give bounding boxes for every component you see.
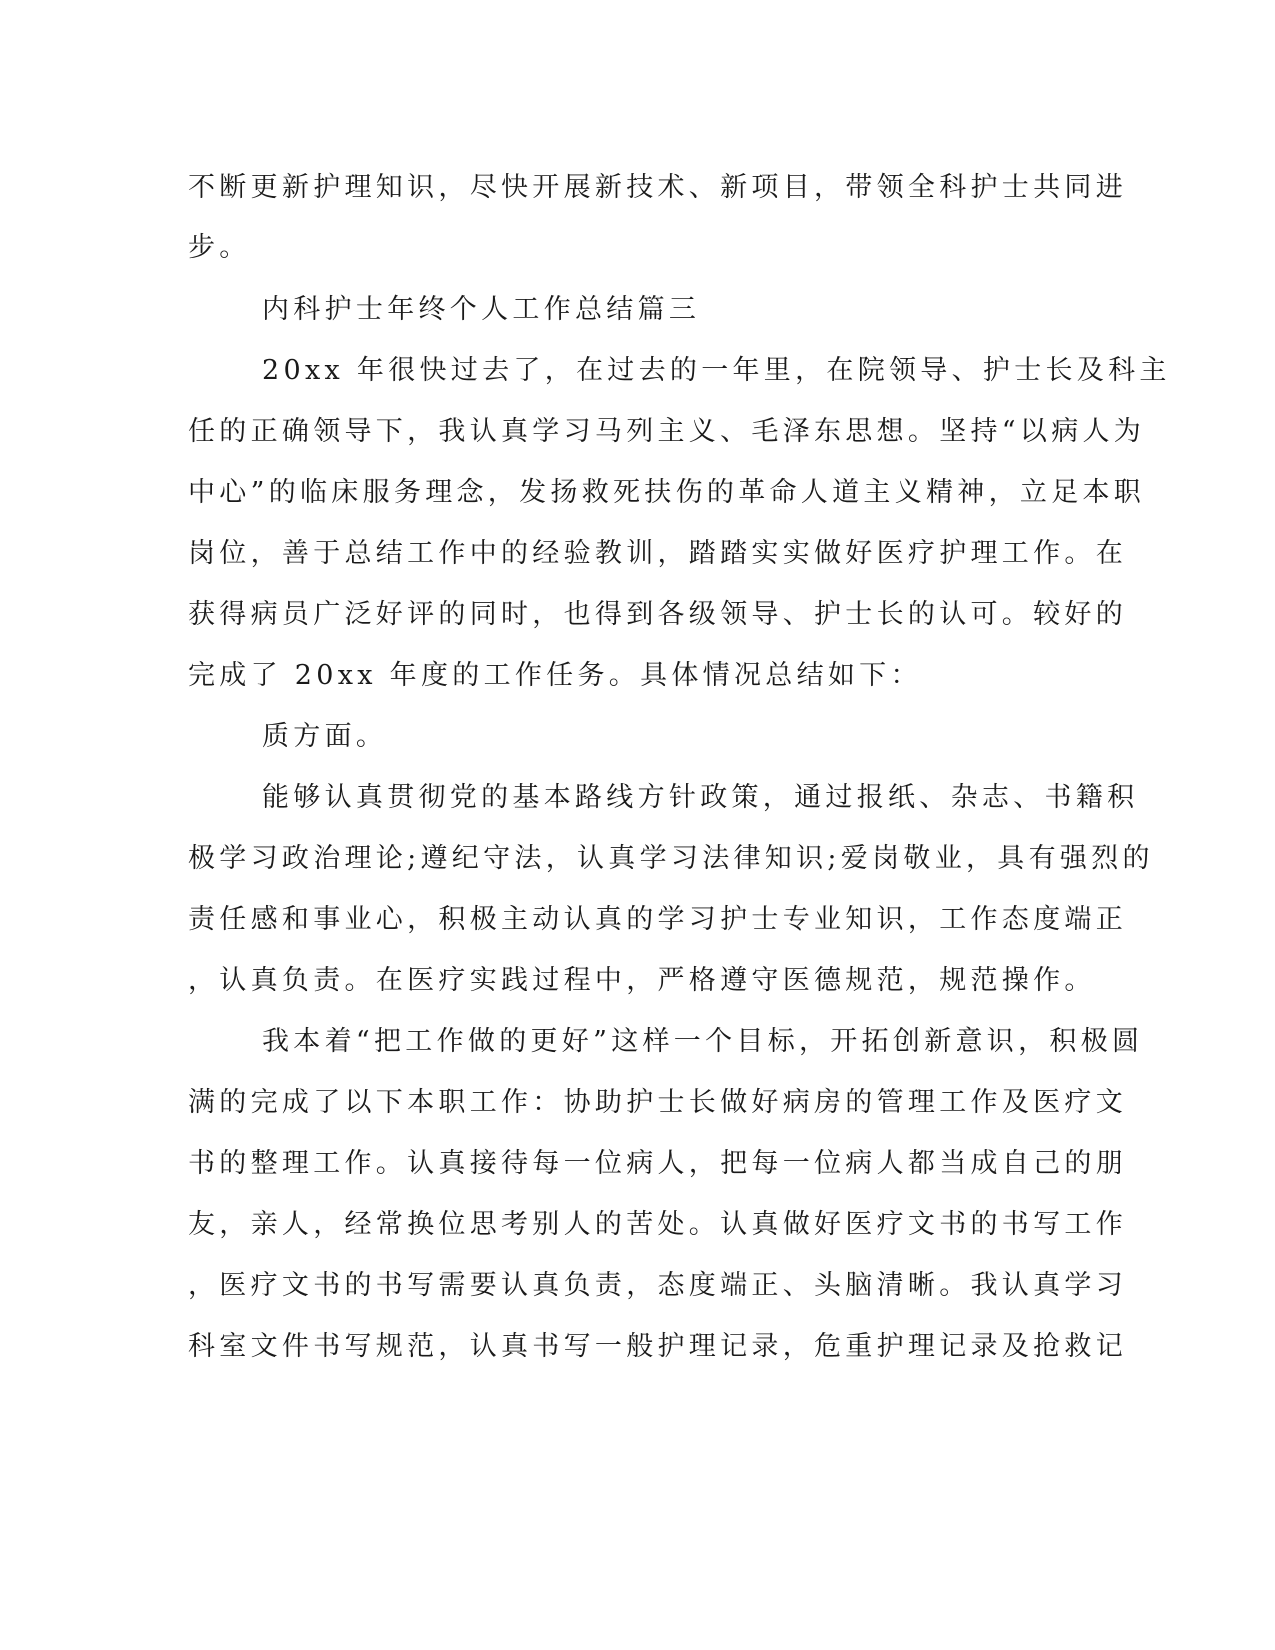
paragraph-line: 友，亲人，经常换位思考别人的苦处。认真做好医疗文书的书写工作 [188,1209,1127,1240]
paragraph-line: 任的正确领导下，我认真学习马列主义、毛泽东思想。坚持“以病人为 [188,416,1146,447]
paragraph-line: 步。 [188,232,251,263]
paragraph-line: 极学习政治理论;遵纪守法，认真学习法律知识;爱岗敬业，具有强烈的 [188,843,1154,874]
paragraph-line: 获得病员广泛好评的同时，也得到各级领导、护士长的认可。较好的 [188,599,1127,630]
paragraph-line: 不断更新护理知识，尽快开展新技术、新项目，带领全科护士共同进 [188,172,1127,203]
paragraph-line: 中心”的临床服务理念，发扬救死扶伤的革命人道主义精神，立足本职 [188,477,1146,508]
paragraph-line: ，医疗文书的书写需要认真负责，态度端正、头脑清晰。我认真学习 [188,1270,1127,1301]
paragraph-line: 我本着“把工作做的更好”这样一个目标，开拓创新意识，积极圆 [262,1026,1144,1057]
paragraph-line: 20xx 年很快过去了，在过去的一年里，在院领导、护士长及科主 [262,355,1171,386]
subsection-heading: 质方面。 [262,721,388,752]
paragraph-line: 满的完成了以下本职工作：协助护士长做好病房的管理工作及医疗文 [188,1087,1127,1118]
paragraph-line: 书的整理工作。认真接待每一位病人，把每一位病人都当成自己的朋 [188,1148,1127,1179]
paragraph-line: 能够认真贯彻党的基本路线方针政策，通过报纸、杂志、书籍积 [262,782,1139,813]
paragraph-line: 岗位，善于总结工作中的经验教训，踏踏实实做好医疗护理工作。在 [188,538,1127,569]
paragraph-line: 科室文件书写规范，认真书写一般护理记录，危重护理记录及抢救记 [188,1331,1127,1362]
paragraph-line: 责任感和事业心，积极主动认真的学习护士专业知识，工作态度端正 [188,904,1127,935]
paragraph-line: ，认真负责。在医疗实践过程中，严格遵守医德规范，规范操作。 [188,965,1096,996]
paragraph-line: 完成了 20xx 年度的工作任务。具体情况总结如下： [188,660,922,691]
section-heading: 内科护士年终个人工作总结篇三 [262,294,701,325]
